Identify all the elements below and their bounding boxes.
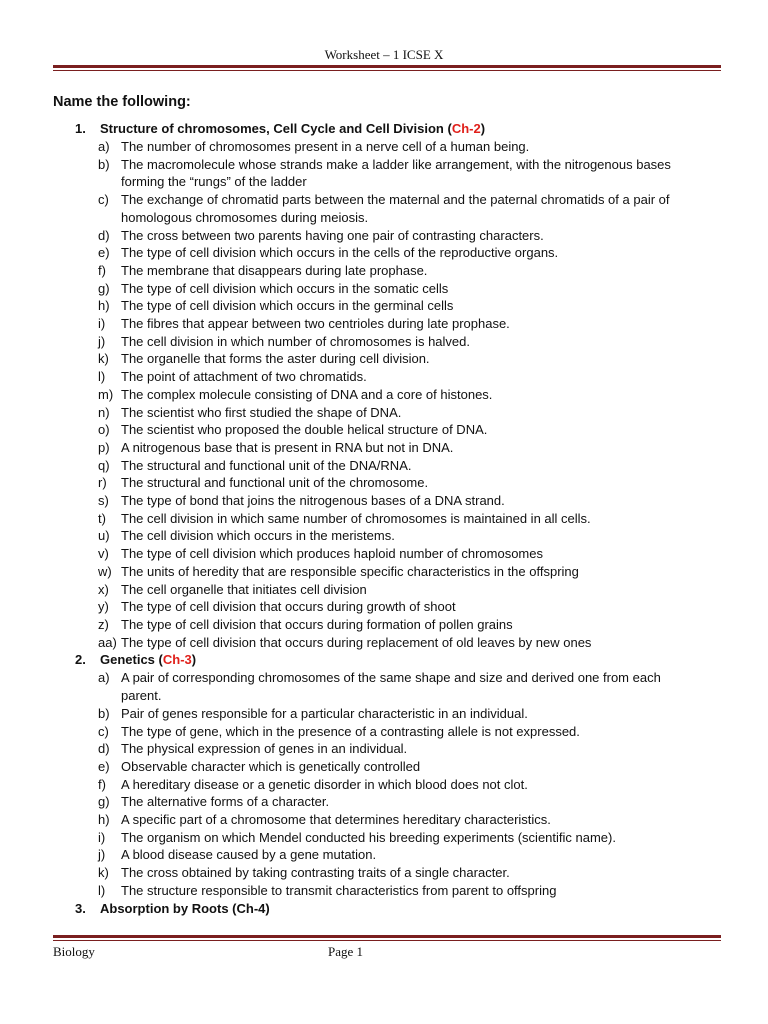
item-text: The physical expression of genes in an individual. — [121, 741, 408, 757]
item-text: The point of attachment of two chromatids. — [121, 369, 367, 385]
item-label: x) — [98, 581, 109, 597]
list-item — [0, 191, 768, 226]
item-text: The membrane that disappears during late prophase. — [121, 262, 428, 278]
list-item — [0, 829, 768, 847]
item-text: The cross between two parents having one pair of contrasting characters. — [121, 227, 544, 243]
list-item — [0, 492, 768, 510]
item-label: q) — [98, 457, 110, 473]
item-text: The type of cell division which occurs in the cells of the reproductive organs. — [121, 245, 559, 261]
item-label: l) — [98, 369, 106, 385]
item-text: The type of cell division that occurs during formation of pollen grains — [121, 616, 513, 632]
list-item — [0, 581, 768, 599]
list-item — [0, 350, 768, 368]
item-label: j) — [98, 333, 106, 349]
item-text: Observable character which is genetically controlled — [121, 758, 421, 774]
item-label: y) — [98, 599, 109, 615]
item-label: t) — [98, 510, 106, 526]
section-title — [0, 651, 768, 669]
item-text: The structure responsible to transmit characteristics from parent to offspring — [121, 882, 557, 898]
footer-page-number: Page 1 — [328, 944, 364, 959]
list-item — [0, 386, 768, 404]
question-list — [0, 120, 768, 918]
item-text: A nitrogenous base that is present in RNA but not in DNA. — [121, 439, 454, 455]
item-label: i) — [98, 829, 106, 845]
item-label: n) — [98, 404, 110, 420]
section-title-text: Structure of chromosomes, Cell Cycle and Cell Division ( — [100, 121, 452, 136]
list-item — [0, 474, 768, 492]
item-text: A blood disease caused by a gene mutation. — [121, 847, 377, 863]
list-item — [0, 315, 768, 333]
section-title — [0, 900, 768, 918]
item-text: The type of gene, which in the presence of a contrasting allele is not expressed. — [121, 723, 580, 739]
item-label: u) — [98, 528, 110, 544]
section-title-text: Absorption by Roots (Ch-4) — [100, 900, 270, 916]
list-item — [0, 846, 768, 864]
list-item — [0, 457, 768, 475]
list-item — [0, 758, 768, 776]
item-label: f) — [98, 776, 106, 792]
item-label: d) — [98, 741, 110, 757]
item-label: o) — [98, 422, 110, 438]
list-item — [0, 634, 768, 652]
chapter-reference: Ch-2 — [451, 121, 481, 136]
item-text: The scientist who first studied the shape of DNA. — [121, 404, 402, 420]
item-text: The scientist who proposed the double helical structure of DNA. — [121, 422, 488, 438]
list-item — [0, 811, 768, 829]
list-item — [0, 510, 768, 528]
item-text: The cell organelle that initiates cell division — [121, 581, 367, 597]
list-item — [0, 421, 768, 439]
item-text: The structural and functional unit of the DNA/RNA. — [121, 457, 412, 473]
item-label: g) — [98, 280, 110, 296]
item-label: b) — [98, 705, 110, 721]
item-text: The units of heredity that are responsible specific characteristics in the offspring — [121, 563, 579, 579]
item-text: The cross obtained by taking contrasting traits of a single character. — [121, 865, 510, 881]
item-label: a) — [98, 670, 110, 686]
item-label: r) — [98, 475, 107, 491]
section-heading: Name the following: — [53, 94, 191, 110]
list-item — [0, 280, 768, 298]
list-item — [0, 545, 768, 563]
item-text: The type of cell division that occurs during replacement of old leaves by new ones — [121, 634, 592, 650]
header-rule — [53, 65, 721, 71]
section-number: 2. — [75, 652, 86, 668]
item-text: The number of chromosomes present in a nerve cell of a human being. — [121, 139, 530, 154]
item-text: The cell division which occurs in the meristems. — [121, 528, 395, 544]
item-label: k) — [98, 351, 109, 367]
item-text: The type of cell division that occurs during growth of shoot — [121, 599, 456, 615]
list-item — [0, 705, 768, 723]
item-text: The organelle that forms the aster during cell division. — [121, 351, 430, 367]
list-item — [0, 138, 768, 156]
item-label: m) — [98, 386, 114, 402]
list-item — [0, 262, 768, 280]
item-label: v) — [98, 546, 109, 562]
item-label: a) — [98, 139, 110, 154]
item-text: The fibres that appear between two centrioles during late prophase. — [121, 316, 510, 332]
item-label: h) — [98, 812, 110, 828]
section-title — [0, 120, 768, 138]
list-item — [0, 723, 768, 741]
item-text: The organism on which Mendel conducted his breeding experiments (scientific name). — [121, 829, 616, 845]
list-item — [0, 793, 768, 811]
list-item — [0, 864, 768, 882]
list-item — [0, 439, 768, 457]
item-label: c) — [98, 723, 109, 739]
item-label: i) — [98, 316, 106, 332]
worksheet-title: Worksheet – 1 ICSE X — [324, 47, 444, 62]
chapter-reference: Ch-3 — [162, 652, 192, 668]
list-item — [0, 527, 768, 545]
list-item — [0, 669, 768, 704]
item-label: k) — [98, 865, 109, 881]
item-label: z) — [98, 616, 109, 632]
list-item — [0, 156, 768, 191]
list-item — [0, 297, 768, 315]
footer-rule — [53, 935, 721, 941]
item-text: The alternative forms of a character. — [121, 794, 330, 810]
item-label: e) — [98, 758, 110, 774]
list-item — [0, 404, 768, 422]
list-item — [0, 882, 768, 900]
item-text: A specific part of a chromosome that determines hereditary characteristics. — [121, 812, 551, 828]
item-text: The type of cell division which produces haploid number of chromosomes — [121, 546, 543, 562]
item-text: A pair of corresponding chromosomes of the same shape and size and derived one from each parent. — [121, 670, 661, 704]
list-item — [0, 563, 768, 581]
item-label: f) — [98, 262, 106, 278]
section-title-close: ) — [480, 121, 486, 136]
section-title-text: Genetics ( — [100, 652, 163, 668]
item-label: p) — [98, 439, 110, 455]
section-title-close: ) — [191, 652, 197, 668]
list-item — [0, 776, 768, 794]
item-text: The structural and functional unit of the chromosome. — [121, 475, 429, 491]
item-label: h) — [98, 298, 110, 314]
list-item — [0, 227, 768, 245]
list-item — [0, 616, 768, 634]
item-text: The cell division in which same number of chromosomes is maintained in all cells. — [121, 510, 591, 526]
section-number: 3. — [75, 900, 86, 916]
item-label: d) — [98, 227, 110, 243]
item-text: The type of bond that joins the nitrogenous bases of a DNA strand. — [121, 493, 505, 509]
list-item — [0, 333, 768, 351]
item-label: e) — [98, 245, 110, 261]
footer-subject: Biology — [53, 944, 95, 959]
item-label: w) — [98, 563, 112, 579]
item-text: The cell division in which number of chromosomes is halved. — [121, 333, 470, 349]
item-label: g) — [98, 794, 110, 810]
section-number: 1. — [75, 121, 86, 136]
item-label: j) — [98, 847, 106, 863]
item-text: A hereditary disease or a genetic disorder in which blood does not clot. — [121, 776, 528, 792]
list-item — [0, 368, 768, 386]
list-item — [0, 740, 768, 758]
item-label: aa) — [98, 634, 117, 650]
item-text: The complex molecule consisting of DNA and a core of histones. — [121, 386, 493, 402]
item-text: The type of cell division which occurs in the germinal cells — [121, 298, 454, 314]
item-text: Pair of genes responsible for a particular characteristic in an individual. — [121, 705, 528, 721]
item-label: s) — [98, 493, 109, 509]
item-text: The exchange of chromatid parts between the maternal and the paternal chromatids of a pair of homologous chromosomes during meiosis. — [121, 192, 670, 225]
item-label: l) — [98, 882, 106, 898]
item-text: The macromolecule whose strands make a ladder like arrangement, with the nitrogenous bases forming the “rungs” of the ladder — [121, 156, 671, 190]
list-item — [0, 244, 768, 262]
item-label: c) — [98, 192, 109, 208]
list-item — [0, 598, 768, 616]
item-text: The type of cell division which occurs in the somatic cells — [121, 280, 449, 296]
item-label: b) — [98, 156, 110, 172]
